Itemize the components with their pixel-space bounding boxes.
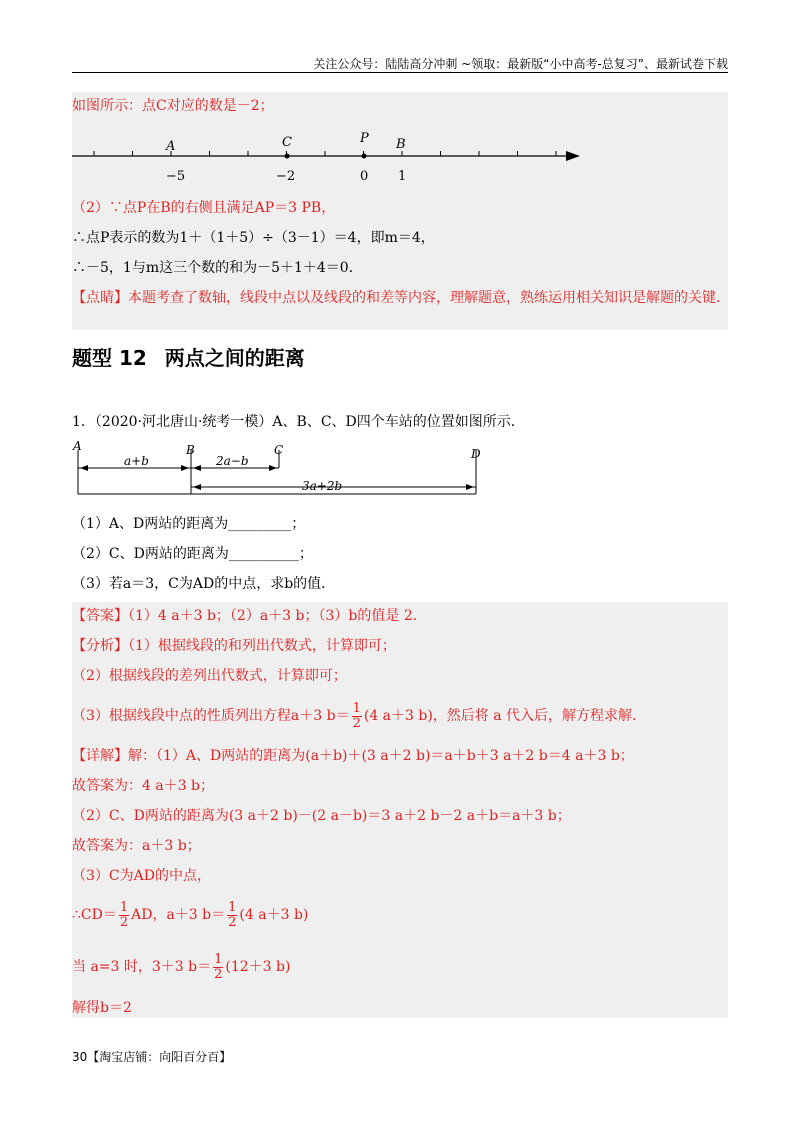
analysis-line: 【分析】（1）根据线段的和列出代数式，计算即可； [72,638,396,654]
analysis-3-prefix: （3）根据线段中点的性质列出方程a＋3 b＝ [72,708,350,724]
solution-line: 如图所示：点C对应的数是－2； [72,98,274,114]
problem-stem: 1．（2020·河北唐山·统考一模）A、B、C、D四个车站的位置如图所示． [72,414,525,430]
solution-line: ∴点P表示的数为1＋（1＋5）÷（3－1）＝4，即m＝4， [72,230,435,246]
number-line-figure [72,126,588,186]
solution-line: ∴－5，1与m这三个数的和为－5＋1＋4＝0． [72,260,363,276]
detail-line: 故答案为：4 a＋3 b； [72,778,215,794]
station-c: C [274,443,284,457]
analysis-line-3 [72,700,646,732]
station-b: B [186,443,195,457]
section-number: 题型 12 [72,346,147,370]
tick-value-neg2: −2 [276,169,296,184]
fraction-half: $\frac{1}{2}$ [352,700,361,731]
comment-line: 【点睛】本题考查了数轴，线段中点以及线段的和差等内容，理解题意，熟练运用相关知识是解题的关键． [72,290,730,306]
fraction-half: $\frac{1}{2}$ [119,899,129,930]
detail-line-7: 当 a=3 时，3＋3 b＝ $\frac{1}{2}$ (12＋3 b) [72,951,291,982]
detail-line: 解得b＝2 [72,1000,132,1016]
station-a: A [73,440,82,453]
page-footer: 30【淘宝店铺：向阳百分百】 [72,1050,232,1064]
question-1: （1）A、D两站的距离为_________； [72,516,306,532]
point-label-b: B [396,137,406,152]
detail-line: 故答案为：a＋3 b； [72,838,201,854]
point-label-c: C [282,135,292,150]
solution-line: （2）∵点P在B的右侧且满足AP＝3 PB， [72,200,336,216]
segment-ab-label: a+b [124,454,149,468]
analysis-3-suffix: (4 a＋3 b)，然后将 a 代入后，解方程求解． [363,708,647,724]
answer-line: 【答案】（1）4 a＋3 b；（2）a＋3 b；（3）b的值是 2． [72,608,427,624]
detail-line: 【详解】解：（1）A、D两站的距离为(a＋b)＋(3 a＋2 b)＝a＋b＋3 a＋2 b＝4 a＋3 b； [72,748,634,764]
point-label-p: P [360,131,369,146]
header-rule [72,72,728,73]
fraction-half: $\frac{1}{2}$ [228,899,237,930]
tick-value-neg5: −5 [166,169,186,184]
analysis-line: （2）根据线段的差列出代数式，计算即可； [72,668,347,684]
point-label-a: A [166,139,176,154]
section-title [72,342,305,371]
fraction-half: $\frac{1}{2}$ [214,951,223,982]
page-header: 关注公众号：陆陆高分冲刺 ~领取：最新版“小中高考-总复习”、最新试卷下载 [313,57,728,71]
stations-figure [72,440,492,500]
question-2: （2）C、D两站的距离为__________； [72,546,313,562]
tick-value-0: 0 [360,169,369,184]
detail-line-6: ∴CD＝ $\frac{1}{2}$ AD，a＋3 b＝ $\frac{1}{2}$ (4 a＋3 b) [72,899,309,930]
detail-line: （3）C为AD的中点， [72,868,211,884]
station-d: D [471,447,481,461]
segment-bc-label: 2a−b [216,454,249,468]
detail-line: （2）C、D两站的距离为(3 a＋2 b)－(2 a－b)＝3 a＋2 b－2 a＋b＝a＋3 b； [72,808,571,824]
question-3: （3）若a＝3，C为AD的中点，求b的值． [72,576,336,592]
segment-bd-label: 3a+2b [302,479,343,493]
section-name: 两点之间的距离 [164,346,305,370]
tick-value-1: 1 [398,169,407,184]
